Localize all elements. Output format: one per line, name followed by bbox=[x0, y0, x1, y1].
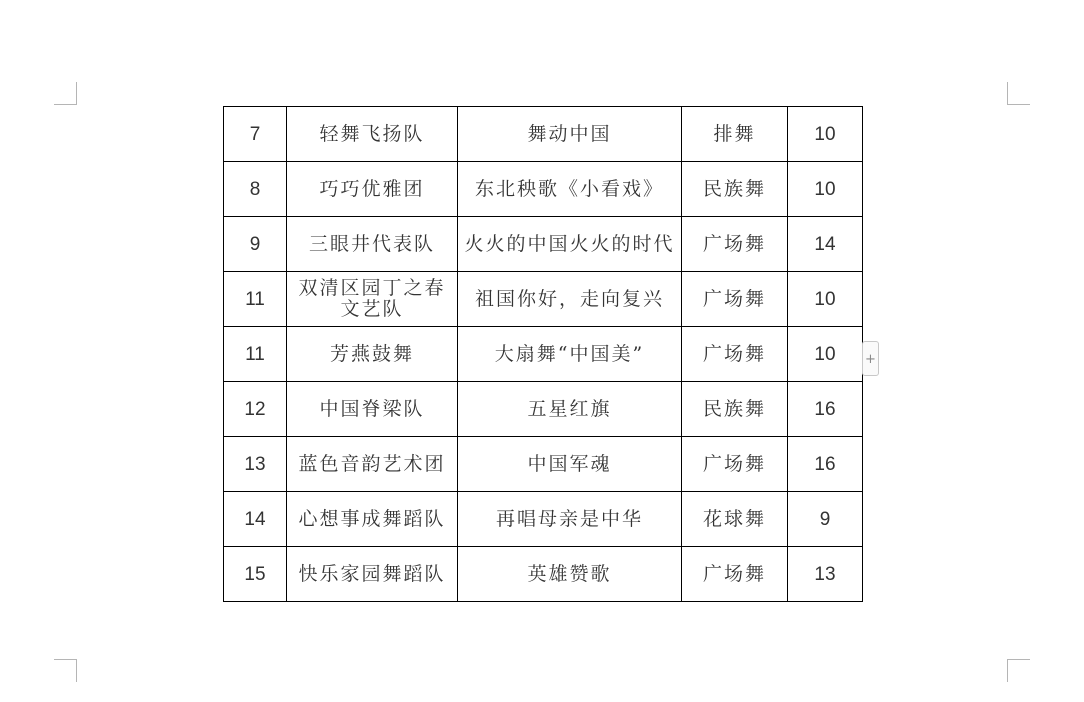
table-row bbox=[224, 327, 863, 382]
cell-team[interactable]: 轻舞飞扬队 bbox=[287, 107, 458, 162]
cell-number[interactable]: 11 bbox=[224, 327, 287, 382]
cell-program[interactable]: 五星红旗 bbox=[458, 382, 682, 437]
table-body bbox=[224, 107, 863, 602]
cell-team[interactable]: 双清区园丁之春文艺队 bbox=[287, 272, 458, 327]
cell-number[interactable]: 11 bbox=[224, 272, 287, 327]
cell-count[interactable]: 14 bbox=[788, 217, 863, 272]
cell-type[interactable]: 广场舞 bbox=[682, 437, 788, 492]
add-row-button[interactable] bbox=[862, 341, 879, 376]
margin-corner-mark bbox=[54, 82, 77, 105]
cell-type[interactable]: 广场舞 bbox=[682, 327, 788, 382]
cell-count[interactable]: 10 bbox=[788, 162, 863, 217]
margin-corner-mark bbox=[1007, 659, 1030, 682]
performance-table bbox=[223, 106, 863, 602]
cell-type[interactable]: 广场舞 bbox=[682, 217, 788, 272]
margin-corner-mark bbox=[1007, 82, 1030, 105]
cell-type[interactable]: 花球舞 bbox=[682, 492, 788, 547]
cell-program[interactable]: 东北秧歌《小看戏》 bbox=[458, 162, 682, 217]
cell-team[interactable]: 芳燕鼓舞 bbox=[287, 327, 458, 382]
cell-type[interactable]: 民族舞 bbox=[682, 162, 788, 217]
table-row bbox=[224, 107, 863, 162]
cell-program[interactable]: 祖国你好，走向复兴 bbox=[458, 272, 682, 327]
table-row bbox=[224, 272, 863, 327]
cell-program[interactable]: 大扇舞“中国美” bbox=[458, 327, 682, 382]
table-row bbox=[224, 437, 863, 492]
cell-count[interactable]: 10 bbox=[788, 107, 863, 162]
cell-count[interactable]: 13 bbox=[788, 547, 863, 602]
cell-program[interactable]: 英雄赞歌 bbox=[458, 547, 682, 602]
cell-count[interactable]: 9 bbox=[788, 492, 863, 547]
cell-program[interactable]: 再唱母亲是中华 bbox=[458, 492, 682, 547]
cell-number[interactable]: 7 bbox=[224, 107, 287, 162]
cell-number[interactable]: 9 bbox=[224, 217, 287, 272]
plus-icon: + bbox=[865, 352, 876, 367]
table-row bbox=[224, 382, 863, 437]
cell-team[interactable]: 快乐家园舞蹈队 bbox=[287, 547, 458, 602]
cell-type[interactable]: 排舞 bbox=[682, 107, 788, 162]
cell-count[interactable]: 16 bbox=[788, 382, 863, 437]
cell-number[interactable]: 14 bbox=[224, 492, 287, 547]
cell-program[interactable]: 中国军魂 bbox=[458, 437, 682, 492]
table-row bbox=[224, 217, 863, 272]
cell-program[interactable]: 舞动中国 bbox=[458, 107, 682, 162]
cell-team[interactable]: 三眼井代表队 bbox=[287, 217, 458, 272]
cell-number[interactable]: 15 bbox=[224, 547, 287, 602]
cell-team[interactable]: 巧巧优雅团 bbox=[287, 162, 458, 217]
cell-type[interactable]: 民族舞 bbox=[682, 382, 788, 437]
cell-type[interactable]: 广场舞 bbox=[682, 547, 788, 602]
cell-number[interactable]: 12 bbox=[224, 382, 287, 437]
cell-count[interactable]: 16 bbox=[788, 437, 863, 492]
table-row bbox=[224, 492, 863, 547]
table-row bbox=[224, 547, 863, 602]
cell-number[interactable]: 13 bbox=[224, 437, 287, 492]
cell-type[interactable]: 广场舞 bbox=[682, 272, 788, 327]
margin-corner-mark bbox=[54, 659, 77, 682]
table-row bbox=[224, 162, 863, 217]
cell-count[interactable]: 10 bbox=[788, 327, 863, 382]
cell-number[interactable]: 8 bbox=[224, 162, 287, 217]
cell-count[interactable]: 10 bbox=[788, 272, 863, 327]
cell-team[interactable]: 中国脊梁队 bbox=[287, 382, 458, 437]
cell-program[interactable]: 火火的中国火火的时代 bbox=[458, 217, 682, 272]
cell-team[interactable]: 蓝色音韵艺术团 bbox=[287, 437, 458, 492]
cell-team[interactable]: 心想事成舞蹈队 bbox=[287, 492, 458, 547]
